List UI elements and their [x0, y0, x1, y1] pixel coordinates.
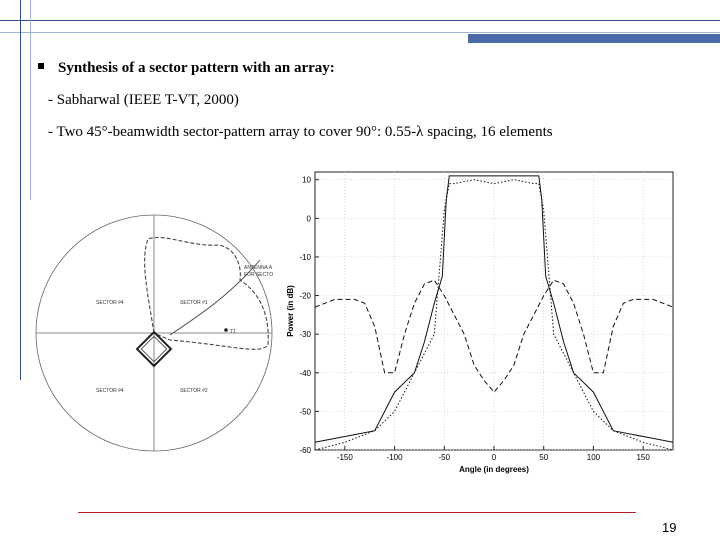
sector-label-bottom-right: SECTOR #2 [180, 388, 208, 394]
frame-top-line [0, 20, 720, 21]
frame-left-line [20, 0, 21, 380]
x-tick-label: -100 [386, 453, 403, 462]
y-tick-label: 10 [302, 175, 311, 185]
series-line-solid [315, 176, 673, 442]
chart-ticks [299, 176, 650, 462]
chart-gridlines [315, 172, 673, 450]
pattern-chart [283, 160, 688, 475]
subtitle-reference: - Sabharwal (IEEE T-VT, 2000) [48, 92, 239, 108]
sector-label-top-right: SECTOR #1 [180, 300, 208, 306]
x-axis-label: Angle (in degrees) [459, 465, 529, 474]
point-t1-marker [224, 328, 228, 332]
sector-diagram [30, 205, 290, 465]
subtitle-description: - Two 45°-beamwidth sector-pattern array to cover 90°: 0.55-λ spacing, 16 elements [48, 124, 553, 140]
y-tick-label: -30 [299, 330, 311, 340]
footer-rule [78, 512, 636, 513]
x-tick-label: 100 [586, 453, 601, 462]
point-t1-label: T1 [230, 329, 236, 335]
sector-label-top-left: SECTOR #4 [96, 300, 124, 306]
frame-left-line-light [30, 0, 31, 200]
sector-pattern-lobe [145, 237, 269, 349]
series-line-dashed [315, 280, 673, 392]
antenna-label-line1: ANTENNA A [244, 265, 273, 271]
sector-label-bottom-left: SECTOR #4 [96, 388, 124, 394]
y-tick-label: -10 [299, 252, 311, 262]
x-tick-label: 0 [491, 453, 497, 462]
x-tick-label: 150 [636, 453, 650, 462]
frame-top-bar [468, 34, 720, 43]
y-tick-label: -50 [299, 407, 311, 417]
antenna-label-line2: FOR SECTO [244, 272, 274, 278]
bullet-icon [38, 63, 44, 69]
y-tick-label: 0 [306, 214, 311, 224]
y-tick-label: -40 [299, 368, 311, 378]
slide-title-text: Synthesis of a sector pattern with an array: [58, 60, 335, 76]
x-tick-label: -150 [336, 453, 353, 462]
y-tick-label: -20 [299, 291, 311, 301]
x-tick-label: -50 [438, 453, 451, 462]
frame-top-line-light [0, 32, 720, 33]
y-tick-label: -60 [299, 446, 311, 455]
x-tick-label: 50 [539, 453, 549, 462]
slide-title [38, 60, 335, 77]
page-number: 19 [662, 520, 677, 535]
y-axis-label: Power (in dB) [286, 285, 295, 337]
